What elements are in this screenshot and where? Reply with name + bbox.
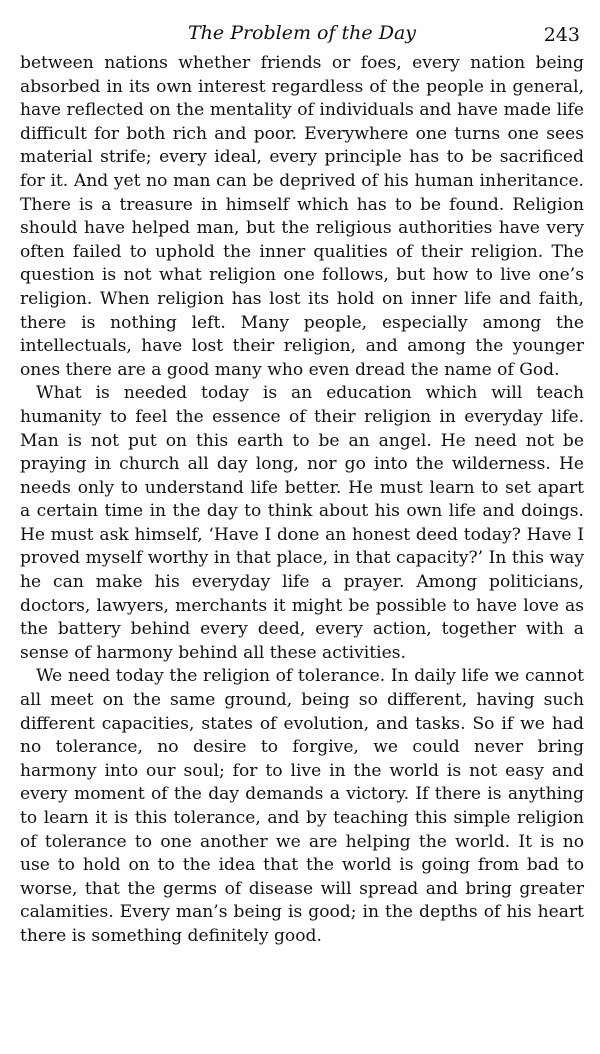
running-header xyxy=(20,18,584,52)
body-text xyxy=(20,52,584,949)
paragraph-1: between nations whether friends or foes, every nation being absorbed in its own interest regardless of the people in general, have reflected on the mentality of individuals and have made life difficult for both rich and poor. Everywhere one turns one sees material strife; every ideal, every principle has to be sacrificed for it. And yet no man can be deprived of his human inheritance. There is a treasure in himself which has to be found. Religion should have helped man, but the religious authorities have very often failed to uphold the inner qualities of their religion. The question is not what religion one follows, but how to live one’s religion. When religion has lost its hold on inner life and faith, there is nothing left. Many people, especially among the intellectuals, have lost their religion, and among the younger ones there are a good many who even dread the name of God. xyxy=(20,53,584,380)
paragraph-3: We need today the religion of tolerance. In daily life we cannot all meet on the same ground, being so different, having such different capacities, states of evolution, and tasks. So if we had no tolerance, no desire to forgive, we could never bring harmony into our soul; for to live in the world is not easy and every moment of the day demands a victory. If there is anything to learn it is this tolerance, and by teaching this simple religion of tolerance to one another we are helping the world. It is no use to hold on to the idea that the world is going from bad to worse, that the germs of disease will spread and bring greater calamities. Every man’s being is good; in the depths of his heart there is something definitely good. xyxy=(20,666,584,946)
book-page xyxy=(20,18,584,949)
page-number: 243 xyxy=(543,24,580,46)
paragraph-2: What is needed today is an education which will teach humanity to feel the essence of their religion in everyday life. Man is not put on this earth to be an angel. He need not be praying in church all day long, nor go into the wilderness. He needs only to understand life better. He must learn to set apart a certain time in the day to think about his own life and doings. He must ask himself, ‘Have I done an honest deed today? Have I proved myself worthy in that place, in that capacity?’ In this way he can make his everyday life a prayer. Among politicians, doctors, lawyers, merchants it might be possible to have love as the battery behind every deed, every action, together with a sense of harmony behind all these activities. xyxy=(20,383,584,663)
running-title: The Problem of the Day xyxy=(188,22,416,44)
